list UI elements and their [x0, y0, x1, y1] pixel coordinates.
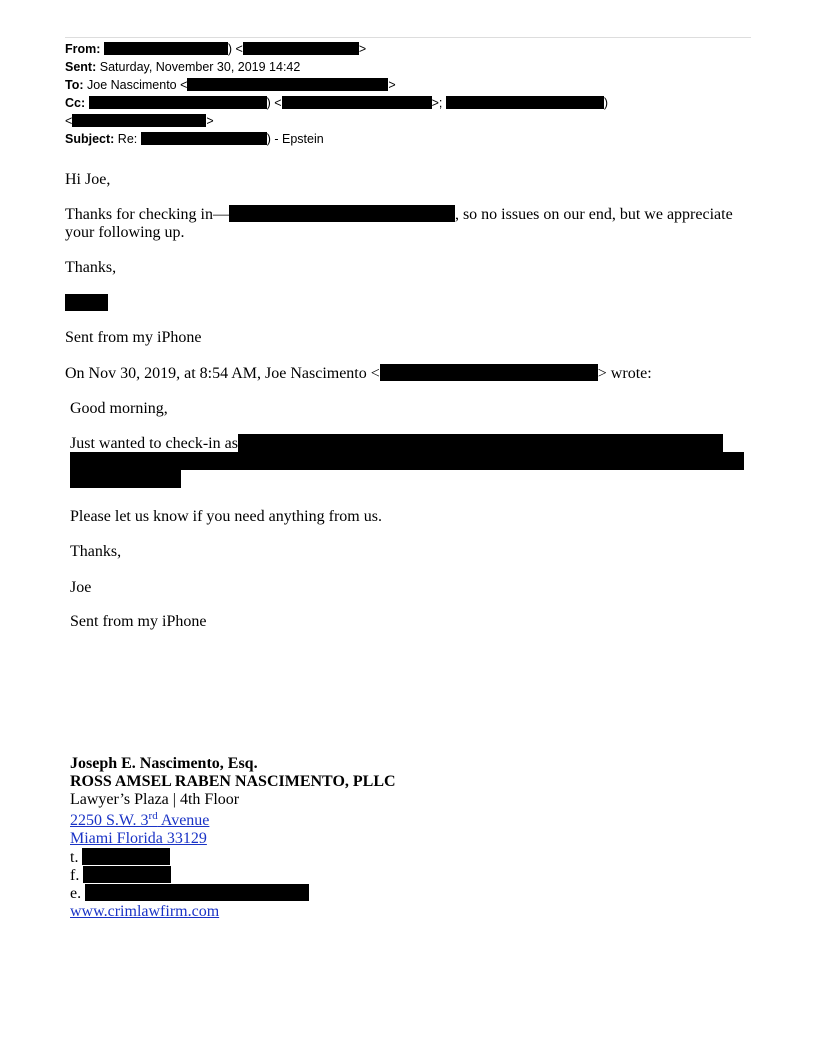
to-label: To: [65, 78, 84, 92]
subject-suffix: ) - Epstein [266, 132, 324, 146]
redaction-box [70, 452, 744, 470]
reply-sent-from: Sent from my iPhone [65, 329, 202, 346]
website-link[interactable]: www.crimlawfirm.com [70, 903, 220, 920]
from-line [65, 41, 366, 57]
cc-line-2 [65, 113, 214, 129]
reply-line1-start: Thanks for checking in— [65, 206, 229, 223]
reply-closing: Thanks, [65, 259, 117, 276]
reply-line1-end: , so no issues on our end, but we appreciate [454, 206, 733, 223]
address-main: 2250 S.W. 3 [70, 812, 149, 829]
signature-address[interactable] [70, 812, 209, 830]
from-label: From: [65, 42, 101, 56]
redaction-box [380, 364, 598, 381]
sent-value: Saturday, November 30, 2019 14:42 [99, 60, 301, 74]
quoted-line-1: Just wanted to check-in as [70, 435, 238, 452]
cc-line [65, 95, 608, 111]
cc-text-2: >; [431, 96, 443, 110]
signature-city[interactable] [70, 830, 207, 848]
from-end: > [358, 42, 367, 56]
reply-line-1 [65, 205, 733, 224]
address-tail: Avenue [157, 812, 210, 829]
from-text: ) < [227, 42, 243, 56]
subject-prefix: Re: [117, 132, 138, 146]
cc-line2-start: < [65, 114, 73, 128]
subject-label: Subject: [65, 132, 115, 146]
signature-office: Lawyer’s Plaza | 4th Floor [70, 791, 240, 808]
redacted-signature [65, 294, 108, 311]
signature-fax [70, 866, 171, 885]
to-line [65, 77, 396, 93]
address-link[interactable] [70, 812, 209, 829]
redaction-box [72, 114, 206, 127]
signature-firm: ROSS AMSEL RABEN NASCIMENTO, PLLC [70, 773, 396, 790]
redaction-box [243, 42, 359, 55]
phone-label: t. [70, 849, 79, 866]
cc-label: Cc: [65, 96, 86, 110]
quote-intro [65, 364, 652, 383]
to-value: Joe Nascimento < [87, 78, 188, 92]
reply-line-2: your following up. [65, 224, 185, 241]
cc-line2-end: > [206, 114, 214, 128]
cc-text-1: ) < [266, 96, 282, 110]
redaction-box [229, 205, 455, 222]
quoted-greeting: Good morning, [70, 400, 168, 417]
to-end: > [388, 78, 396, 92]
quoted-closing: Thanks, [70, 543, 122, 560]
sent-label: Sent: [65, 60, 97, 74]
header-divider [65, 37, 751, 38]
cc-text-3: ) [603, 96, 609, 110]
quoted-please: Please let us know if you need anything from us. [70, 508, 382, 525]
reply-greeting: Hi Joe, [65, 171, 111, 188]
redaction-box [82, 848, 170, 865]
redaction-box [83, 866, 171, 883]
signature-phone [70, 848, 170, 867]
redaction-box [187, 78, 388, 91]
redaction-box [141, 132, 267, 145]
signature-name: Joseph E. Nascimento, Esq. [70, 755, 258, 772]
city-link[interactable]: Miami Florida 33129 [70, 830, 207, 847]
redaction-box [85, 884, 309, 901]
quoted-name: Joe [70, 579, 92, 596]
redaction-box [238, 434, 723, 452]
redaction-box [70, 470, 181, 488]
redaction-box [89, 96, 267, 109]
email-label: e. [70, 885, 82, 902]
signature-website[interactable] [70, 903, 219, 921]
fax-label: f. [70, 867, 80, 884]
subject-line [65, 131, 324, 147]
signature-email [70, 884, 309, 903]
address-sup: rd [148, 810, 158, 822]
redaction-box [446, 96, 604, 109]
sent-line [65, 59, 300, 75]
quote-intro-end: > wrote: [597, 365, 652, 382]
quoted-sent-from: Sent from my iPhone [70, 613, 207, 630]
redaction-box [282, 96, 432, 109]
quote-intro-start: On Nov 30, 2019, at 8:54 AM, Joe Nascimento < [65, 365, 380, 382]
redaction-box [104, 42, 228, 55]
